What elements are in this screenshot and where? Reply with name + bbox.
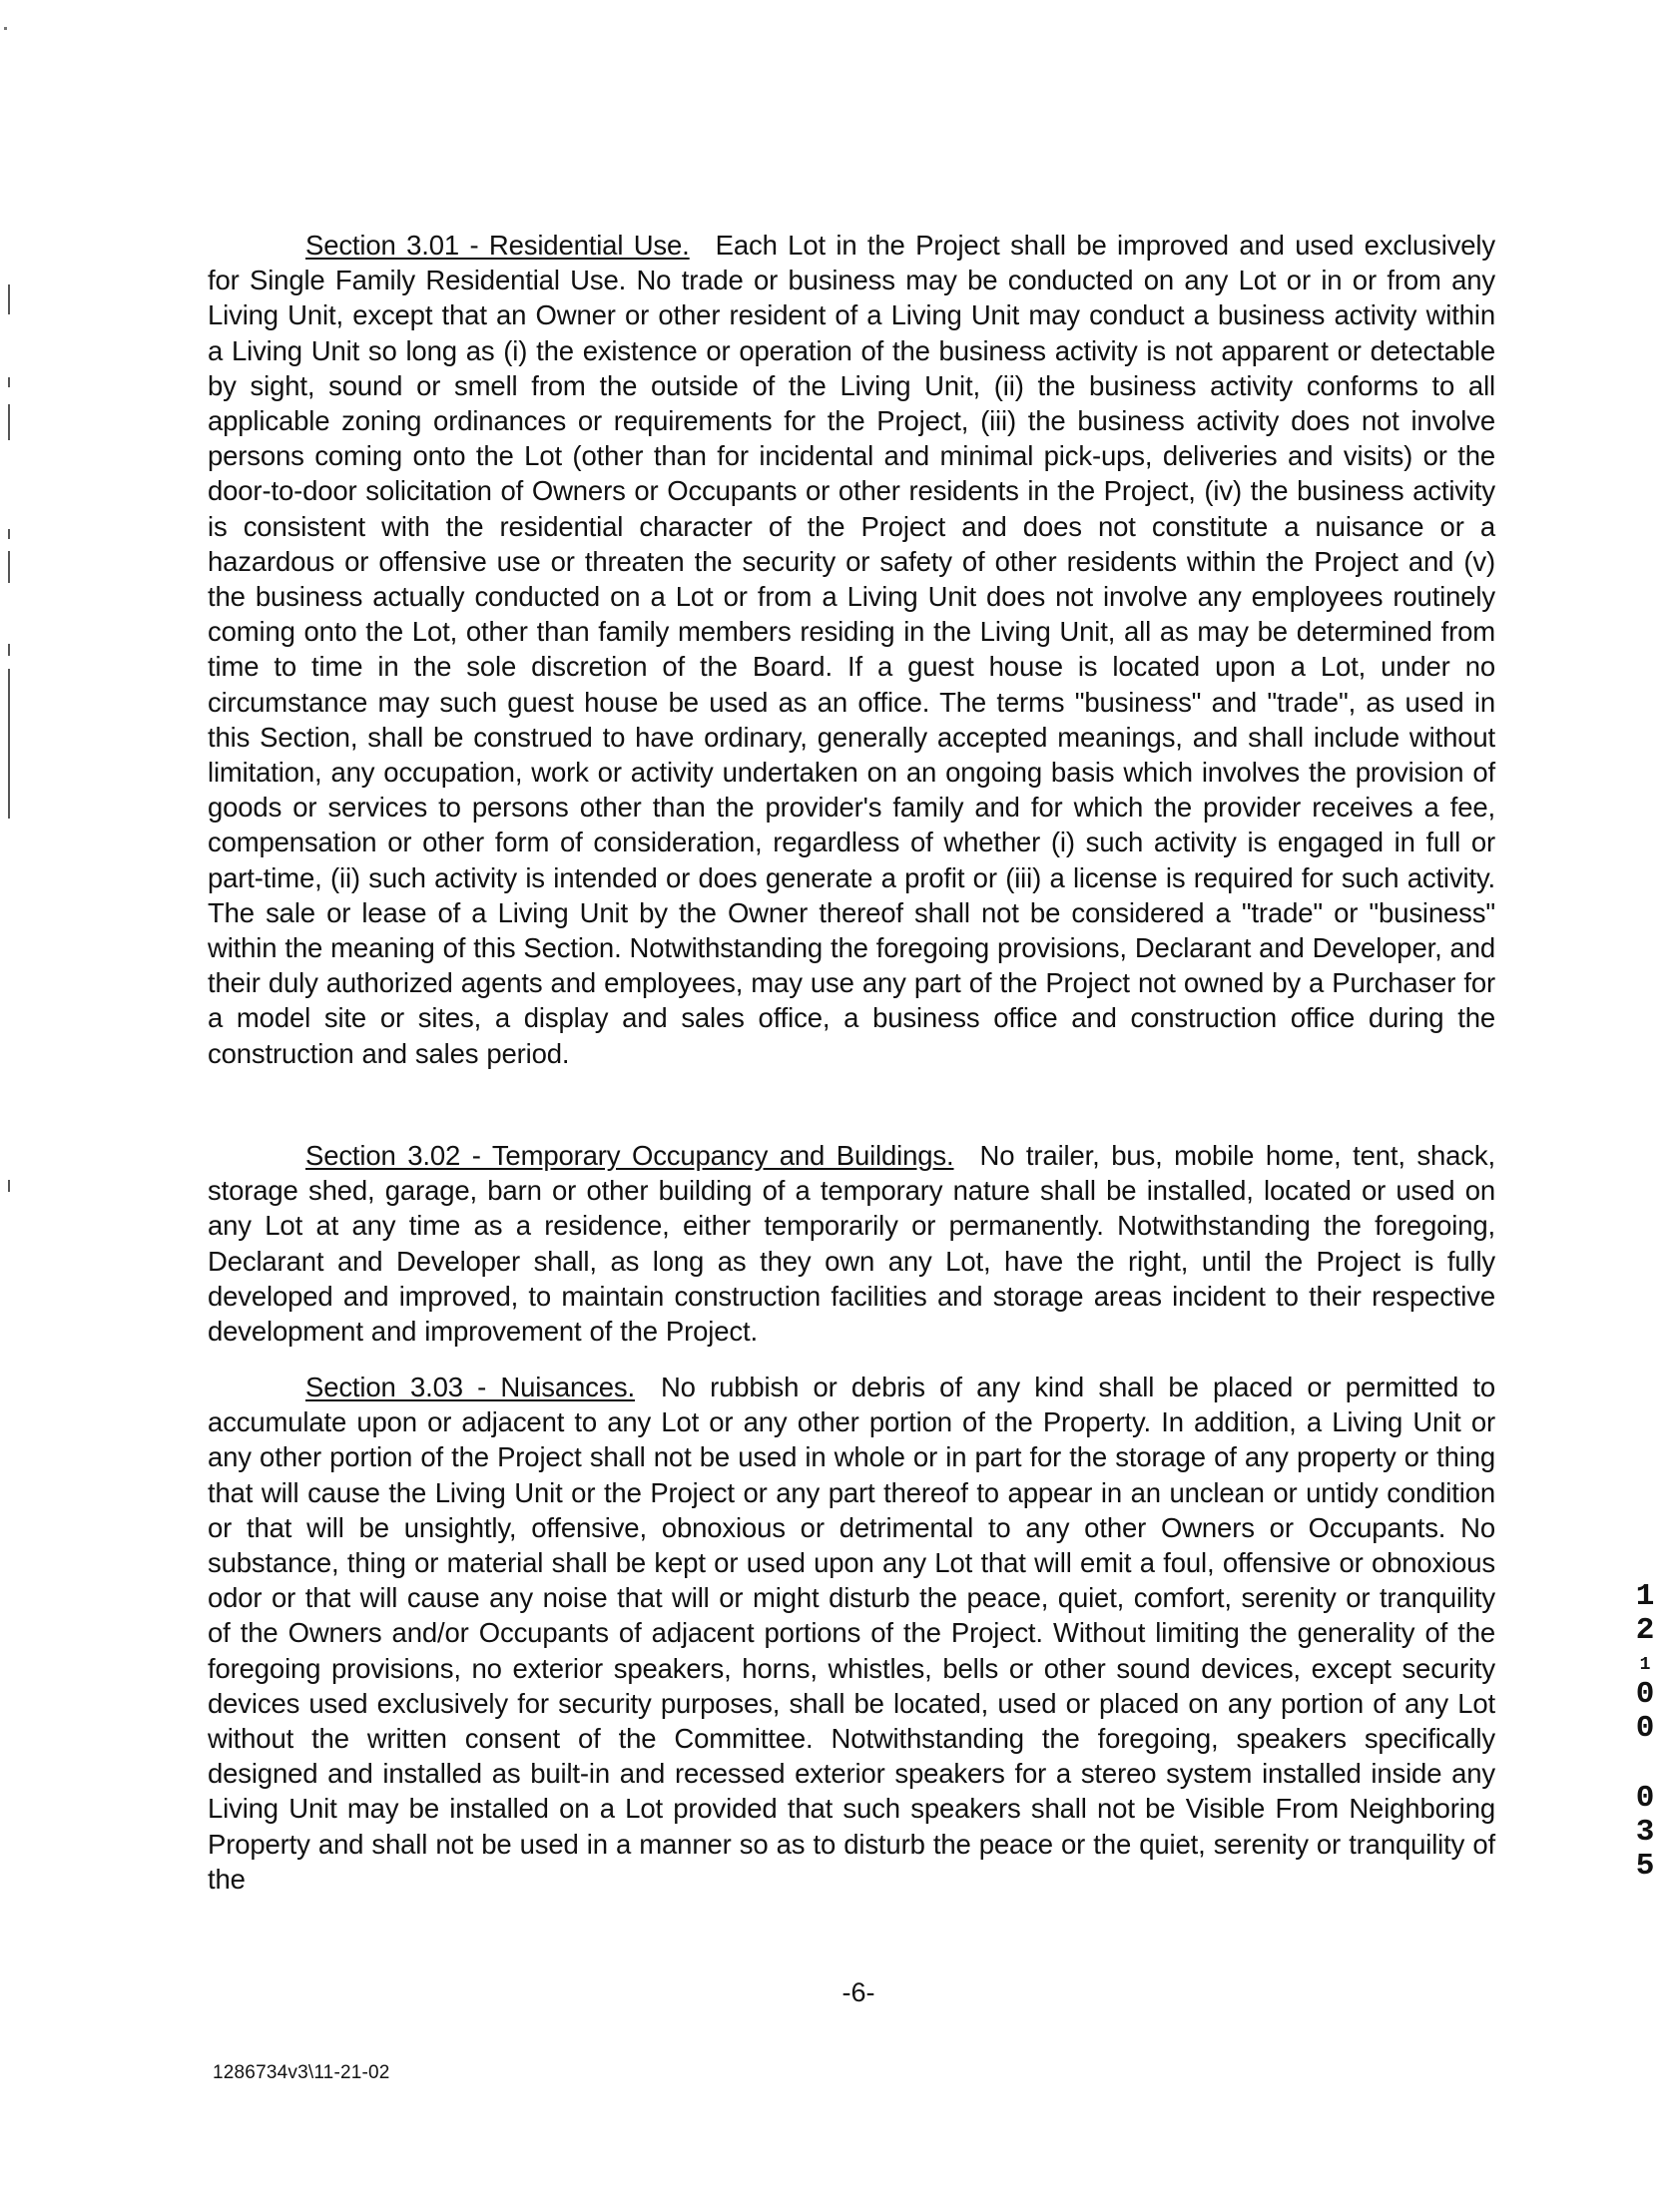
section-body: No trailer, bus, mobile home, tent, shack, storage shed, garage, barn or other building of a temporary nature shall be installed, located or used on any Lot at any time as a residence, either temporarily or permanently. Notwithstanding the foregoing, Declarant and Developer shall, as long as they own any Lot, have the right, until the Project is fully developed and improved, to maintain construction facilities and storage areas incident to their respective development and improvement of the Project. (208, 1140, 1495, 1348)
left-margin-mark (8, 669, 10, 819)
stamp-digit: 1 (1639, 1655, 1651, 1675)
scan-speck (4, 27, 7, 30)
section-body: No rubbish or debris of any kind shall be placed or permitted to accumulate upon or adjacent to any Lot or any other portion of the Property. In addition, a Living Unit or any other portion of the Project shall not be used in whole or in part for the storage of any property or thing that will cause the Living Unit or the Project or any part thereof to appear in an unclean or untidy condition or that will be unsightly, offensive, obnoxious or detrimental to any other Owners or Occupants. No substance, thing or material shall be kept or used upon any Lot that will emit a foul, offensive or obnoxious odor or that will cause any noise that will or might disturb the peace, quiet, comfort, serenity or tranquility of the Owners and/or Occupants of adjacent portions of the Project. Without limiting the generality of the foregoing provisions, no exterior speakers, horns, whistles, bells or other sound devices, except security devices used exclusively for security purposes, shall be located, used or placed on any portion of any Lot without the written consent of the Committee. Notwithstanding the foregoing, speakers specifically designed and installed as built-in and recessed exterior speakers for a stereo system installed inside any Living Unit may be installed on a Lot provided that such speakers shall not be Visible From Neighboring Property and shall not be used in a manner so as to disturb the peace or the quiet, serenity or tranquility of the (208, 1372, 1495, 1895)
stamp-digit: 1 (1635, 1579, 1655, 1614)
section-3-03 (208, 1370, 1495, 1897)
left-margin-mark (8, 551, 10, 583)
stamp-digit: 0 (1635, 1781, 1655, 1816)
stamp-digit: 0 (1635, 1711, 1655, 1746)
left-margin-mark (8, 1180, 10, 1192)
recording-stamp (1625, 1580, 1665, 1884)
left-margin-mark (8, 644, 10, 656)
section-3-02 (208, 1138, 1495, 1349)
stamp-digit: 2 (1635, 1613, 1655, 1648)
section-heading: Section 3.03 - Nuisances. (305, 1372, 635, 1402)
section-heading: Section 3.02 - Temporary Occupancy and Buildings. (305, 1140, 954, 1171)
left-margin-mark (8, 377, 10, 387)
section-body: Each Lot in the Project shall be improved and used exclusively for Single Family Residential Use. No trade or business may be conducted on any Lot or in or from any Living Unit, except that an Owner or other resident of a Living Unit may conduct a business activity within a Living Unit so long as (i) the existence or operation of the business activity is not apparent or detectable by sight, sound or smell from the outside of the Living Unit, (ii) the business activity conforms to all applicable zoning ordinances or requirements for the Project, (iii) the business activity does not involve persons coming onto the Lot (other than for incidental and minimal pick-ups, deliveries and visits) or the door-to-door solicitation of Owners or Occupants or other residents in the Project, (iv) the business activity is consistent with the residential character of the Project and does not constitute a nuisance or a hazardous or offensive use or threaten the security or safety of other residents within the Project and (v) the business actually conducted on a Lot or from a Living Unit does not involve any employees routinely coming onto the Lot, other than family members residing in the Living Unit, all as may be determined from time to time in the sole discretion of the Board. If a guest house is located upon a Lot, under no circumstance may such guest house be used as an office. The terms "business" and "trade", as used in this Section, shall be construed to have ordinary, generally accepted meanings, and shall include without limitation, any occupation, work or activity undertaken on an ongoing basis which involves the provision of goods or services to persons other than the provider's family and for which the provider receives a fee, compensation or other form of consideration, regardless of whether (i) such activity is engaged in full or part-time, (ii) such activity is intended or does generate a profit or (iii) a license is required for such activity. The sale or lease of a Living Unit by the Owner thereof shall not be considered a "trade" or "business" within the meaning of this Section. Notwithstanding the foregoing provisions, Declarant and Developer, and their duly authorized agents and employees, may use any part of the Project not owned by a Purchaser for a model site or sites, a display and sales office, a business office and construction office during the construction and sales period. (208, 230, 1495, 1069)
left-margin-mark (8, 529, 10, 539)
stamp-digit: 5 (1635, 1849, 1655, 1884)
section-heading: Section 3.01 - Residential Use. (305, 230, 690, 261)
document-id: 1286734v3\11-21-02 (213, 2062, 390, 2083)
section-3-01 (208, 228, 1495, 1071)
left-margin-mark (8, 284, 10, 314)
left-margin-mark (8, 404, 10, 440)
stamp-digit: 0 (1635, 1677, 1655, 1712)
stamp-digit: 3 (1635, 1815, 1655, 1850)
page-number: -6- (841, 1977, 875, 2007)
